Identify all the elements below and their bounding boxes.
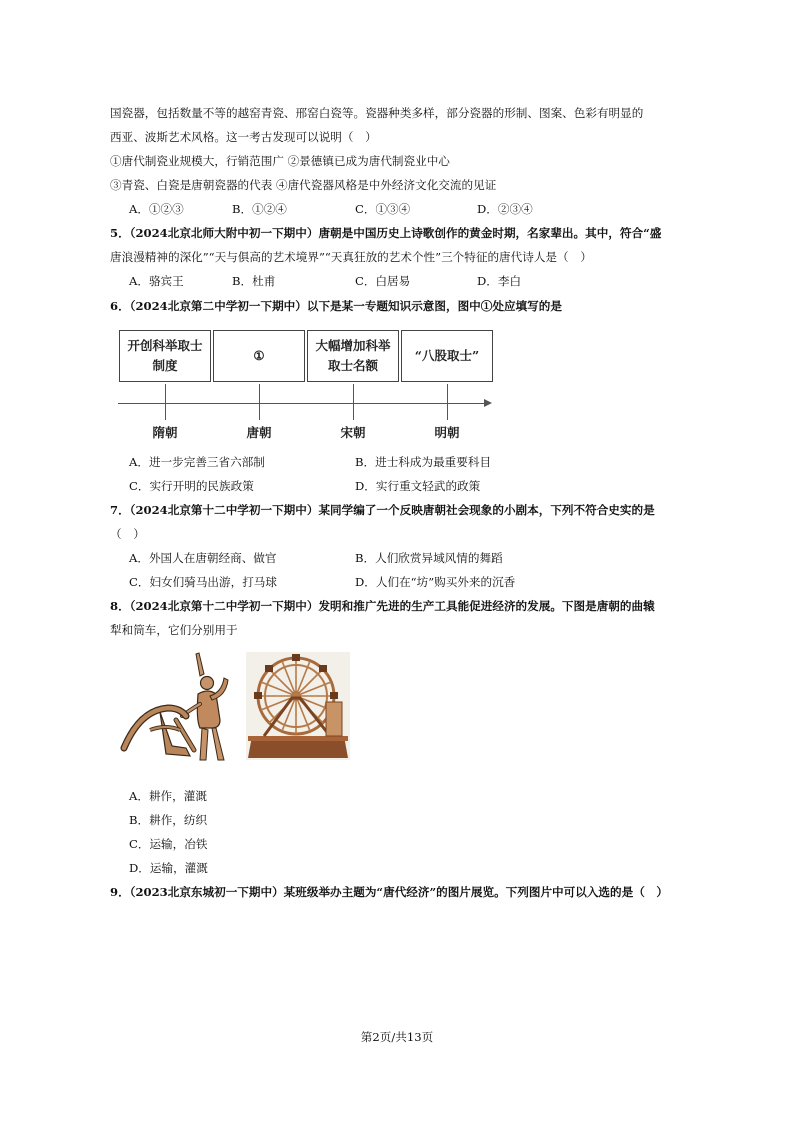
timeline-box-tang-blank: ① bbox=[213, 330, 305, 382]
q7-option-b[interactable]: B．人们欣赏异域风情的舞蹈 bbox=[355, 551, 503, 565]
timeline-tick bbox=[165, 384, 166, 420]
q4-stem-line-2: 西亚、波斯艺术风格。这一考古发现可以说明（ ） bbox=[110, 130, 377, 144]
q7-option-d[interactable]: D．人们在“坊”购买外来的沉香 bbox=[355, 575, 516, 589]
q4-statement-3-4: ③青瓷、白瓷是唐朝瓷器的代表 ④唐代瓷器风格是中外经济文化交流的见证 bbox=[110, 178, 497, 192]
waterwheel-icon bbox=[246, 652, 350, 760]
page-number: 第2页/共13页 bbox=[360, 1030, 434, 1044]
q6-option-d[interactable]: D．实行重文轻武的政策 bbox=[355, 479, 481, 493]
q7-option-c[interactable]: C．妇女们骑马出游，打马球 bbox=[129, 575, 277, 589]
q8-option-d[interactable]: D．运输，灌溉 bbox=[129, 861, 208, 875]
q9-stem: 9．（2023北京东城初一下期中）某班级举办主题为“唐代经济”的图片展览。下列图片中可以入选的是（ ） bbox=[110, 885, 669, 899]
q5-option-c[interactable]: C．白居易 bbox=[355, 274, 411, 288]
q8-option-a[interactable]: A．耕作，灌溉 bbox=[129, 789, 207, 803]
timeline-axis bbox=[118, 403, 488, 404]
q6-option-b[interactable]: B．进士科成为最重要科目 bbox=[355, 455, 492, 469]
q8-option-b[interactable]: B．耕作，纺织 bbox=[129, 813, 208, 827]
q4-option-d[interactable]: D．②③④ bbox=[477, 202, 533, 216]
timeline-box-sui: 开创科举取士 制度 bbox=[119, 330, 211, 382]
q8-stem-line-1: 8．（2024北京第十二中学初一下期中）发明和推广先进的生产工具能促进经济的发展。下图是唐朝的曲辕 bbox=[110, 599, 655, 613]
q7-stem-line-1: 7．（2024北京第十二中学初一下期中）某同学编了一个反映唐朝社会现象的小剧本，下列不符合史实的是 bbox=[110, 503, 655, 517]
timeline-tick bbox=[259, 384, 260, 420]
timeline-label-song: 宋朝 bbox=[340, 425, 366, 440]
q5-stem-line-2: 唐浪漫精神的深化”“天与俱高的艺术境界”“天真狂放的艺术个性”三个特征的唐代诗人是（ ） bbox=[110, 250, 592, 264]
q5-option-b[interactable]: B．杜甫 bbox=[232, 274, 276, 288]
q5-stem-line-1: 5．（2024北京北师大附中初一下期中）唐朝是中国历史上诗歌创作的黄金时期，名家辈出。其中，符合“盛 bbox=[110, 226, 662, 240]
q4-option-b[interactable]: B．①②④ bbox=[232, 202, 287, 216]
timeline-label-tang: 唐朝 bbox=[246, 425, 272, 440]
q5-option-d[interactable]: D．李白 bbox=[477, 274, 522, 288]
q6-stem: 6．（2024北京第二中学初一下期中）以下是某一专题知识示意图，图中①处应填写的是 bbox=[110, 299, 562, 313]
timeline-box-song: 大幅增加科举 取士名额 bbox=[307, 330, 399, 382]
q4-statement-1-2: ①唐代制瓷业规模大，行销范围广 ②景德镇已成为唐代制瓷业中心 bbox=[110, 154, 450, 168]
timeline-arrow-icon bbox=[484, 399, 492, 407]
timeline-label-sui: 隋朝 bbox=[152, 425, 178, 440]
q6-option-a[interactable]: A．进一步完善三省六部制 bbox=[129, 455, 265, 469]
q6-option-c[interactable]: C．实行开明的民族政策 bbox=[129, 479, 254, 493]
timeline-label-ming: 明朝 bbox=[434, 425, 460, 440]
timeline-box-ming: “八股取士” bbox=[401, 330, 493, 382]
q5-option-a[interactable]: A．骆宾王 bbox=[129, 274, 184, 288]
q8-stem-line-2: 犁和筒车，它们分别用于 bbox=[110, 623, 238, 637]
timeline-tick bbox=[447, 384, 448, 420]
q7-stem-line-2: （ ） bbox=[110, 527, 145, 541]
q8-option-c[interactable]: C．运输，冶铁 bbox=[129, 837, 208, 851]
q4-option-c[interactable]: C．①③④ bbox=[355, 202, 411, 216]
q7-option-a[interactable]: A．外国人在唐朝经商、做官 bbox=[129, 551, 277, 565]
q4-stem-line-1: 国瓷器，包括数量不等的越窑青瓷、邢窑白瓷等。瓷器种类多样，部分瓷器的形制、图案、色彩有明显的 bbox=[110, 106, 644, 120]
q4-option-a[interactable]: A．①②③ bbox=[129, 202, 184, 216]
timeline-tick bbox=[353, 384, 354, 420]
curved-plow-icon bbox=[120, 650, 242, 770]
